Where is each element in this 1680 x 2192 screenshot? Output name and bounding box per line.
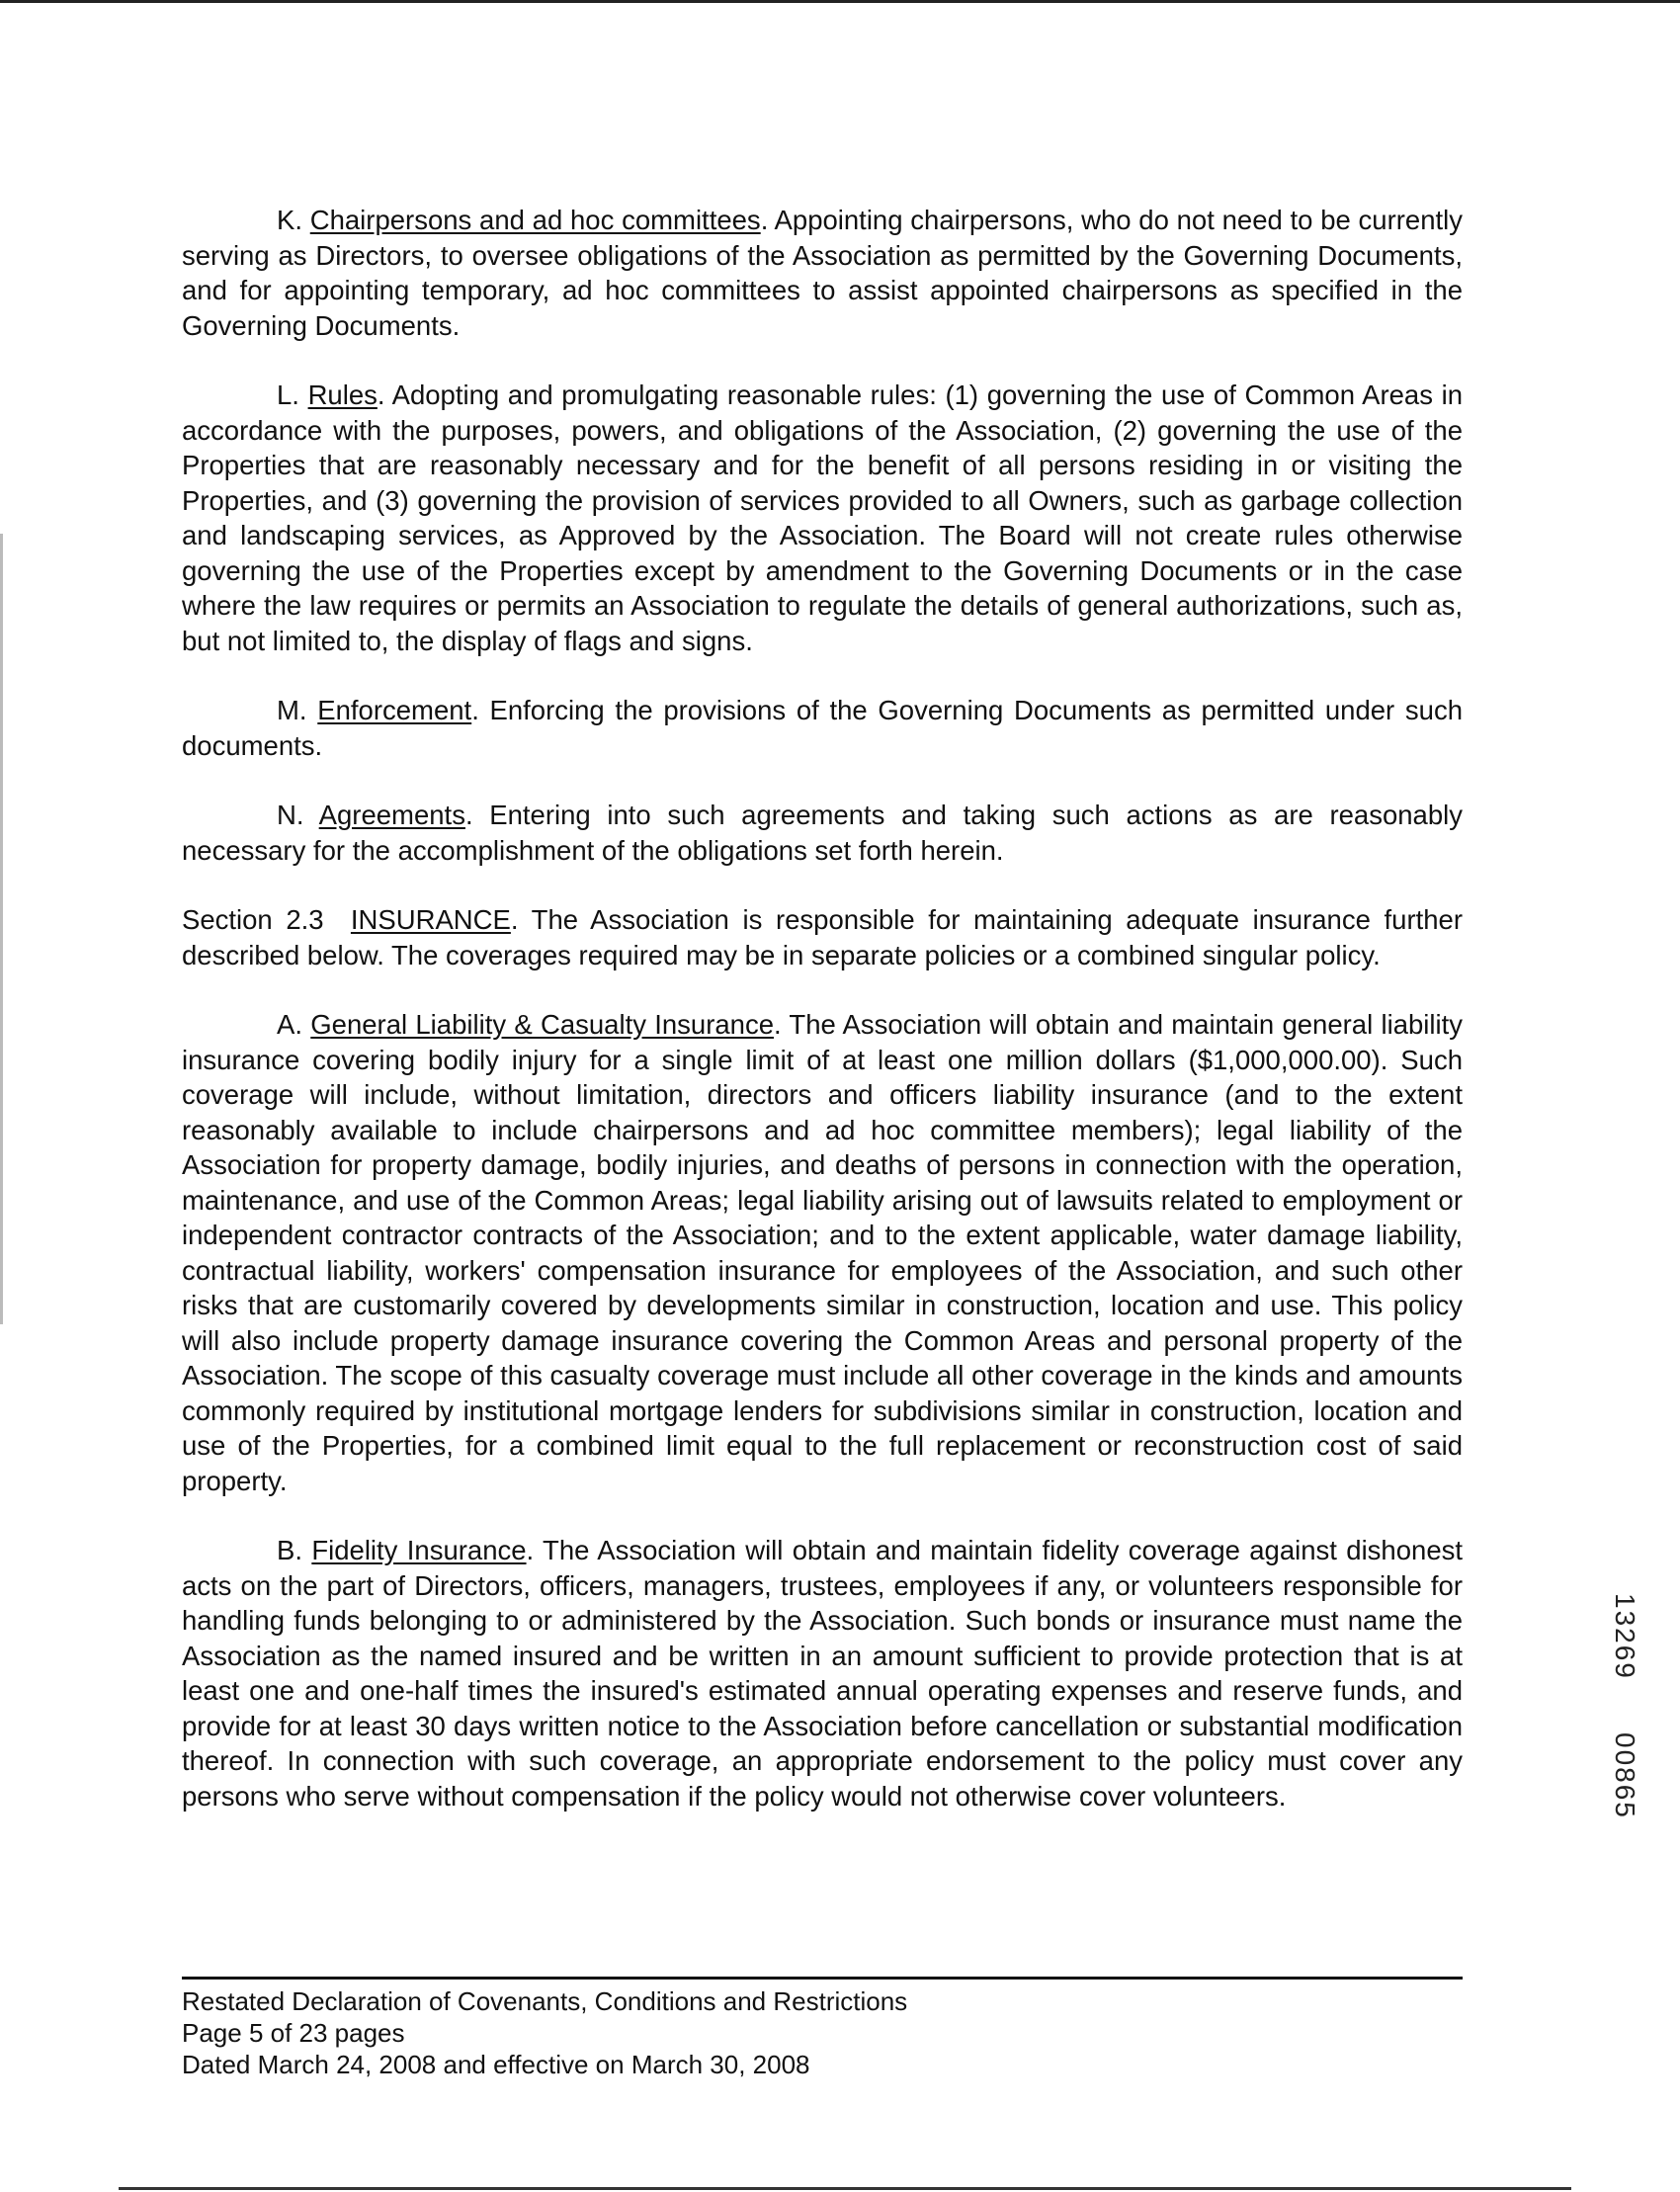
paragraph-b bbox=[182, 1533, 1463, 1813]
paragraph-n-heading: Agreements bbox=[318, 800, 465, 830]
paragraph-l bbox=[182, 378, 1463, 658]
recording-stamp-book: 13269 bbox=[1610, 1593, 1640, 1680]
paragraph-k bbox=[182, 203, 1463, 343]
paragraph-m-prefix: M. bbox=[277, 695, 318, 725]
paragraph-b-prefix: B. bbox=[277, 1535, 312, 1565]
paragraph-n-prefix: N. bbox=[277, 800, 319, 830]
scan-left-edge bbox=[0, 534, 3, 1324]
document-body bbox=[182, 203, 1463, 1848]
paragraph-a-heading: General Liability & Casualty Insurance bbox=[310, 1009, 774, 1040]
footer-page-number: Page 5 of 23 pages bbox=[182, 2018, 405, 2048]
paragraph-m-heading: Enforcement bbox=[317, 695, 472, 725]
paragraph-b-body: . The Association will obtain and maintain fidelity coverage against dishonest acts on the part of Directors, officers, managers, trustees, employees if any, or volunteers responsible for handling funds belonging to or administered by the Association. Such bonds or insurance must name the Association as the named insured and be written in an amount sufficient to provide protection that is at least one and one-half times the insured's estimated annual operating expenses and reserve funds, and provide for at least 30 days written notice to the Association before cancellation or substantial modification thereof. In connection with such coverage, an appropriate endorsement to the policy must cover any persons who serve without compensation if the policy would not otherwise cover volunteers. bbox=[182, 1535, 1464, 1812]
paragraph-b-heading: Fidelity Insurance bbox=[311, 1535, 527, 1565]
footer-dated: Dated March 24, 2008 and effective on March 30, 2008 bbox=[182, 2050, 810, 2079]
section-2-3-heading: INSURANCE bbox=[350, 904, 511, 935]
paragraph-a bbox=[182, 1007, 1463, 1498]
page-bottom-edge bbox=[119, 2187, 1571, 2190]
paragraph-a-prefix: A. bbox=[277, 1009, 311, 1040]
paragraph-l-body: . Adopting and promulgating reasonable rules: (1) governing the use of Common Areas in accordance with the purposes, powers, and obligations of the Association, (2) governing the use of the Properties that are reasonably necessary and for the benefit of all persons residing in or visiting the Properties, and (3) governing the provision of services provided to all Owners, such as garbage collection and landscaping services, as Approved by the Association. The Board will not create rules otherwise governing the use of the Properties except by amendment to the Governing Documents or in the case where the law requires or permits an Association to regulate the details of general authorizations, such as, but not limited to, the display of flags and signs. bbox=[182, 379, 1463, 656]
paragraph-l-heading: Rules bbox=[307, 379, 378, 410]
paragraph-n bbox=[182, 798, 1463, 868]
paragraph-l-prefix: L. bbox=[277, 379, 308, 410]
recording-stamp-page: 00865 bbox=[1610, 1732, 1640, 1820]
section-2-3 bbox=[182, 902, 1463, 972]
paragraph-k-prefix: K. bbox=[277, 205, 310, 235]
paragraph-n-body: . Entering into such agreements and taking such actions as are reasonably necessary for the accomplishment of the obligations set forth herein. bbox=[182, 800, 1463, 866]
paragraph-a-body: . The Association will obtain and maintain general liability insurance covering bodily injury for a single limit of at least one million dollars ($1,000,000.00). Such coverage will include, without limitation, directors and officers liability insurance (and to the extent reasonably available to include chairpersons and ad hoc committee members); legal liability of the Association for property damage, bodily injuries, and deaths of persons in connection with the operation, maintenance, and use of the Common Areas; legal liability arising out of lawsuits related to employment or independent contractor contracts of the Association; and to the extent applicable, water damage liability, contractual liability, workers' compensation insurance for employees of the Association, and such other risks that are customarily covered by developments similar in construction, location and use. This policy will also include property damage insurance covering the Common Areas and personal property of the Association. The scope of this casualty coverage must include all other coverage in the kinds and amounts commonly required by institutional mortgage lenders for subdivisions similar in construction, location and use of the Properties, for a combined limit equal to the full replacement or reconstruction cost of said property. bbox=[182, 1009, 1464, 1496]
section-2-3-body: . The Association is responsible for maintaining adequate insurance further described below. The coverages required may be in separate policies or a combined singular policy. bbox=[182, 904, 1464, 970]
recording-stamp bbox=[1609, 1593, 1640, 1819]
paragraph-m bbox=[182, 693, 1463, 763]
paragraph-k-body: . Appointing chairpersons, who do not need to be currently serving as Directors, to oversee obligations of the Association as permitted by the Governing Documents, and for appointing temporary, ad hoc committees to assist appointed chairpersons as specified in the Governing Documents. bbox=[182, 205, 1463, 341]
paragraph-m-body: . Enforcing the provisions of the Governing Documents as permitted under such documents. bbox=[182, 695, 1463, 761]
page-top-edge bbox=[0, 0, 1680, 3]
section-2-3-prefix: Section 2.3 bbox=[182, 904, 351, 935]
page-footer bbox=[182, 1977, 1463, 2080]
footer-title: Restated Declaration of Covenants, Conditions and Restrictions bbox=[182, 1986, 908, 2016]
paragraph-k-heading: Chairpersons and ad hoc committees bbox=[309, 205, 761, 235]
